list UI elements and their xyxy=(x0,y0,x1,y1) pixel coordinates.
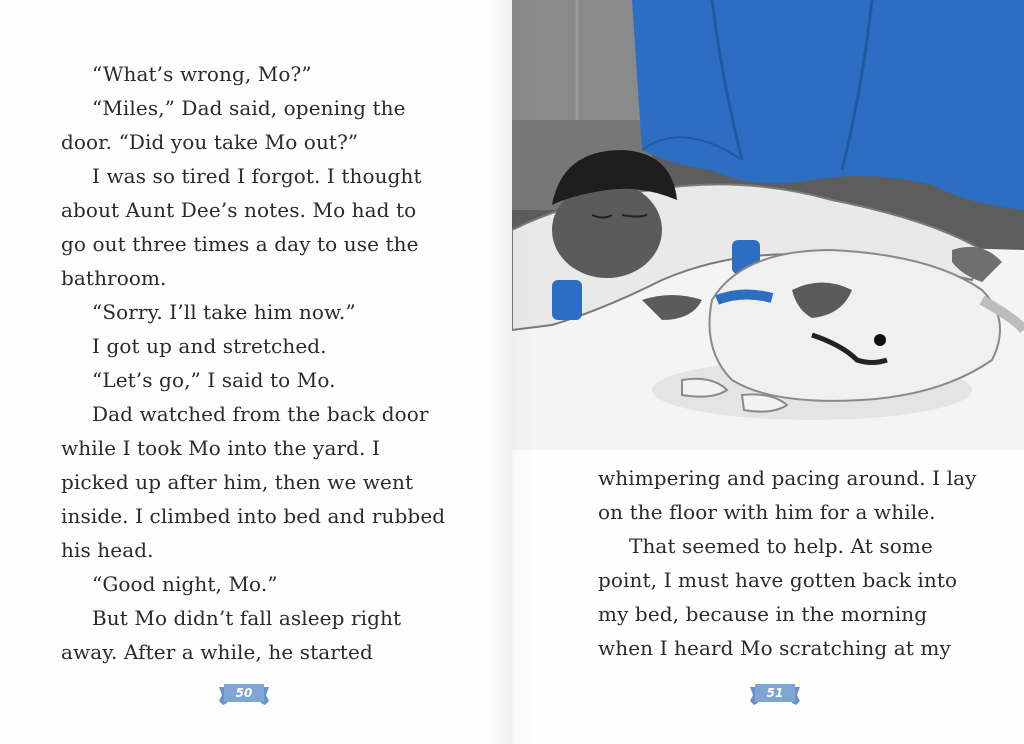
text-line: “Good night, Mo.” xyxy=(92,572,278,596)
text-line: I was so tired I forgot. I thought xyxy=(92,164,422,188)
sleeve-cuff-shape xyxy=(552,280,582,320)
book-gutter xyxy=(488,0,536,744)
dog-collar-shape xyxy=(717,294,772,300)
boy-sleeping-with-dog-illustration xyxy=(512,0,1024,450)
page-number-label: 51 xyxy=(766,686,784,700)
right-page-text xyxy=(598,461,998,665)
text-line: That seemed to help. At some xyxy=(629,534,933,558)
right-page xyxy=(512,0,1024,744)
text-line: my bed, because in the morning xyxy=(598,602,928,626)
text-line: when I heard Mo scratching at my xyxy=(598,636,951,660)
text-line: “Miles,” Dad said, opening the xyxy=(92,96,406,120)
text-line: on the floor with him for a while. xyxy=(598,500,936,524)
text-line: door. “Did you take Mo out?” xyxy=(61,130,359,154)
text-line: I got up and stretched. xyxy=(92,334,327,358)
text-line: “Sorry. I’ll take him now.” xyxy=(92,300,356,324)
text-line: his head. xyxy=(61,538,154,562)
text-line: Dad watched from the back door xyxy=(92,402,429,426)
text-line: point, I must have gotten back into xyxy=(598,568,958,592)
text-line: about Aunt Dee’s notes. Mo had to xyxy=(61,198,417,222)
text-line: But Mo didn’t fall asleep right xyxy=(92,606,402,630)
text-line: picked up after him, then we went xyxy=(61,470,414,494)
text-line: “What’s wrong, Mo?” xyxy=(92,62,312,86)
text-line: while I took Mo into the yard. I xyxy=(61,436,380,460)
text-line: whimpering and pacing around. I lay xyxy=(598,466,977,490)
text-line: away. After a while, he started xyxy=(61,640,373,664)
page-number-51 xyxy=(750,683,800,705)
text-line: inside. I climbed into bed and rubbed xyxy=(61,504,446,528)
text-line: bathroom. xyxy=(61,266,167,290)
page-number-label: 50 xyxy=(235,686,253,700)
text-line: “Let’s go,” I said to Mo. xyxy=(92,368,336,392)
text-line: go out three times a day to use the xyxy=(61,232,419,256)
left-page-text xyxy=(61,57,461,669)
page-number-50 xyxy=(219,683,269,705)
